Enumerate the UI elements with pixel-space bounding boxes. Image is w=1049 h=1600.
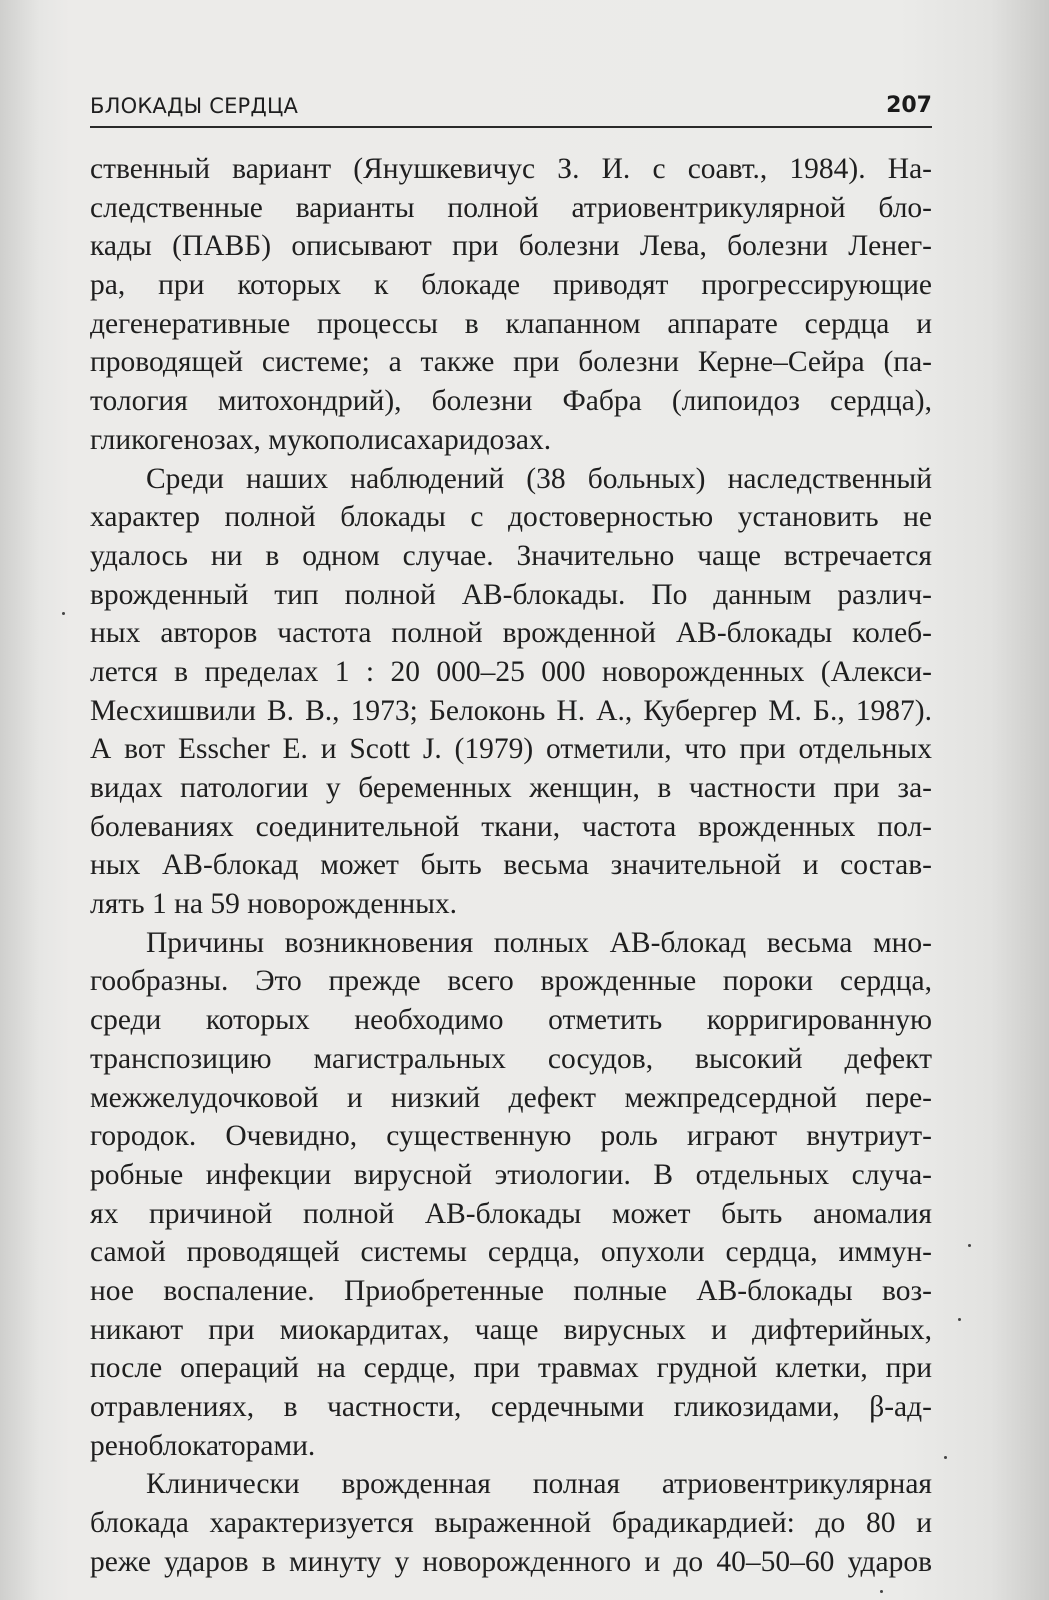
text-line: реноблокаторами. (90, 1429, 316, 1462)
text-line: характер полной блокады с достоверностью установить не (90, 501, 932, 534)
text-line: самой проводящей системы сердца, опухоли сердца, иммун- (90, 1236, 932, 1269)
text-line: Клинически врожденная полная атриовентрикулярная (146, 1468, 932, 1501)
text-line: дегенеративные процессы в клапанном аппарате сердца и (90, 307, 932, 340)
text-line: тология митохондрий), болезни Фабра (липоидоз сердца), (90, 385, 932, 418)
text-line: робные инфекции вирусной этиологии. В отдельных случа- (90, 1158, 932, 1191)
text-line: лется в пределах 1 : 20 000–25 000 новорожденных (Алекси- (90, 655, 932, 688)
text-line: городок. Очевидно, существенную роль играют внутриут- (90, 1120, 932, 1153)
text-line: ное воспаление. Приобретенные полные АВ-блокады воз- (90, 1274, 932, 1307)
text-line: ра, при которых к блокаде приводят прогрессирующие (90, 269, 932, 302)
text-line: следственные варианты полной атриовентрикулярной бло- (90, 191, 932, 224)
page-number: 207 (886, 93, 932, 118)
body-text (90, 150, 932, 1581)
text-line: удалось ни в одном случае. Значительно чаще встречается (90, 539, 932, 572)
text-line: гообразны. Это прежде всего врожденные пороки сердца, (90, 965, 932, 998)
text-line: Месхишвили В. В., 1973; Белоконь Н. А., Кубергер М. Б., 1987). (90, 694, 932, 727)
paragraph-3 (90, 924, 932, 1466)
text-line: болеваниях соединительной ткани, частота врожденных пол- (90, 810, 932, 843)
text-line: ных авторов частота полной врожденной АВ-блокады колеб- (90, 617, 932, 650)
text-line: ственный вариант (Янушкевичус З. И. с соавт., 1984). На- (90, 153, 932, 185)
text-line: среди которых необходимо отметить корригированную (90, 1004, 932, 1037)
text-line: блокада характеризуется выраженной брадикардией: до 80 и (90, 1507, 932, 1540)
text-line: Среди наших наблюдений (38 больных) наследственный (146, 462, 932, 495)
text-line: проводящей системе; а также при болезни Керне–Сейра (па- (90, 346, 932, 379)
print-speck (944, 1456, 947, 1459)
paragraph-4 (90, 1465, 932, 1581)
text-line: врожденный тип полной АВ-блокады. По данным различ- (90, 578, 932, 611)
text-line: гликогенозах, мукополисахаридозах. (90, 423, 552, 456)
text-line: лять 1 на 59 новорожденных. (90, 888, 458, 921)
print-speck (968, 1244, 971, 1247)
text-line: после операций на сердце, при травмах грудной клетки, при (90, 1352, 932, 1385)
text-line: ях причиной полной АВ-блокады может быть аномалия (90, 1197, 932, 1230)
text-line: отравлениях, в частности, сердечными гликозидами, β-ад- (90, 1391, 932, 1423)
text-line: никают при миокардитах, чаще вирусных и дифтерийных, (90, 1313, 932, 1346)
print-speck (62, 612, 65, 615)
text-line: транспозицию магистральных сосудов, высокий дефект (90, 1042, 932, 1075)
text-line: ных АВ-блокад может быть весьма значительной и состав- (90, 849, 932, 882)
text-line: видах патологии у беременных женщин, в частности при за- (90, 772, 932, 804)
text-line: кады (ПАВБ) описывают при болезни Лева, болезни Ленег- (90, 230, 932, 263)
paragraph-1 (90, 150, 932, 460)
chapter-title: БЛОКАДЫ СЕРДЦА (90, 94, 299, 118)
running-header (90, 92, 932, 128)
print-speck (880, 1590, 883, 1593)
text-line: межжелудочковой и низкий дефект межпредсердной пере- (90, 1081, 932, 1114)
text-line: реже ударов в минуту у новорожденного и до 40–50–60 ударов (90, 1545, 932, 1578)
paragraph-2 (90, 460, 932, 924)
text-line: А вот Esscher E. и Scott J. (1979) отметили, что при отдельных (90, 733, 932, 766)
print-speck (958, 1318, 961, 1321)
text-line: Причины возникновения полных АВ-блокад весьма мно- (146, 926, 932, 959)
